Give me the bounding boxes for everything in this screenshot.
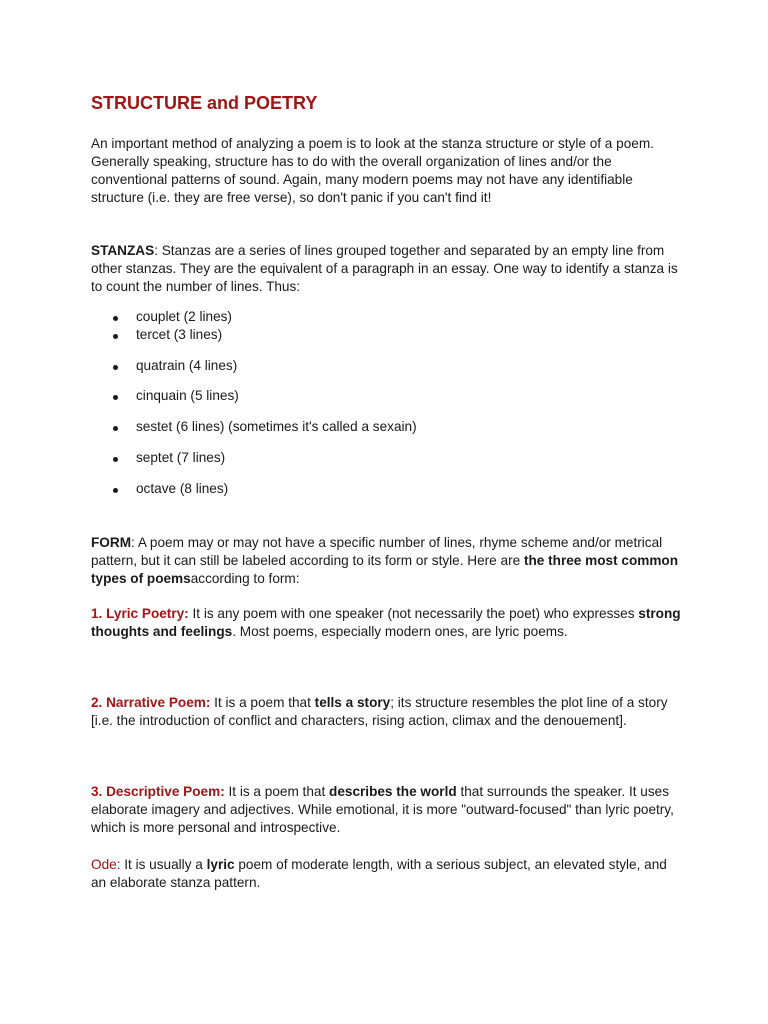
narrative-label: 2. Narrative Poem: bbox=[91, 695, 211, 710]
ode-label: Ode: bbox=[91, 857, 121, 872]
form-paragraph: FORM: A poem may or may not have a specific number of lines, rhyme scheme and/or metrical pattern, but it can still be labeled according to its form or style. Here are the three most common types of poemsaccording to form: bbox=[91, 535, 679, 586]
bullet-icon bbox=[113, 365, 118, 370]
page-title: STRUCTURE and POETRY bbox=[91, 93, 318, 113]
lyric-paragraph: 1. Lyric Poetry: It is any poem with one speaker (not necessarily the poet) who expresses strong thoughts and feelings. Most poems, especially modern ones, are lyric poems. bbox=[91, 606, 681, 639]
intro-paragraph: An important method of analyzing a poem is to look at the stanza structure or style of a poem. Generally speaking, structure has to do with the overall organization of lines and/or the conventional patterns of sound. Again, many modern poems may not have any identifiable structure (i.e. they are free verse), so don't panic if you can't find it! bbox=[91, 136, 654, 205]
form-emphasis: the three most common types of poems bbox=[91, 553, 679, 586]
document-page: STRUCTURE and POETRY An important method of analyzing a poem is to look at the stanza structure or style of a poem. Generally speaking, structure has to do with the overall organization of lines and/or the conventional patterns of sound. Again, many modern poems may not have any identifiable structure (i.e. they are free verse), so don't panic if you can't find it! STANZAS: Stanzas are a series of lines grouped together and separated by an empty line from other stanzas. They are the equivalent of a paragraph in an essay. One way to identify a stanza is to count the number of lines. Thus: couplet (2 lines) tercet (3 lines) quatrain (4 lines) cinquain (5 lines) sestet (6 lines) (sometimes it's called a sexain) septet (7 lines) octave (8 lines) FORM: A poem may or may not have a specific number of lines, rhyme scheme and/or metrical pattern, but it can still be labeled according to its form or style. Here are the three most common types of poemsaccording to form: 1. Lyric Poetry: It is any poem with one speaker (not necessarily the poet) who expresses strong thoughts and feelings. Most poems, especially modern ones, are lyric poems. 2. Narrative Poem: It is a poem that tells a story; its structure resembles the plot line of a story [i.e. the introduction of conflict and characters, rising action, climax and the denouement]. 3. Descriptive Poem: It is a poem that describes the world that surrounds the speaker. It uses elaborate imagery and adjectives. While emotional, it is more "outward-focused" than lyric poetry, which is more personal and introspective. Ode: It is usually a lyric poem of moderate length, with a serious subject, an elevated style, and an elaborate stanza pattern. bbox=[91, 93, 681, 890]
narrative-emphasis: tells a story bbox=[314, 695, 391, 710]
bullet-icon bbox=[113, 488, 118, 493]
narrative-paragraph: 2. Narrative Poem: It is a poem that tells a story; its structure resembles the plot line of a story [i.e. the introduction of conflict and characters, rising action, climax and the denouement]. bbox=[91, 695, 668, 728]
stanzas-text: : Stanzas are a series of lines grouped together and separated by an empty line from other stanzas. They are the equivalent of a paragraph in an essay. One way to identify a stanza is to count the number of lines. Thus: bbox=[91, 243, 678, 294]
bullet-icon bbox=[113, 334, 118, 339]
descriptive-paragraph: 3. Descriptive Poem: It is a poem that describes the world that surrounds the speaker. It uses elaborate imagery and adjectives. While emotional, it is more "outward-focused" than lyric poetry, which is more personal and introspective. bbox=[91, 784, 674, 835]
form-label: FORM bbox=[91, 535, 132, 550]
bullet-icon bbox=[113, 457, 118, 462]
lyric-label: 1. Lyric Poetry: bbox=[91, 606, 189, 621]
bullet-icon bbox=[113, 426, 118, 431]
bullet-icon bbox=[113, 395, 118, 400]
bullet-icon bbox=[113, 316, 118, 321]
stanzas-paragraph bbox=[91, 242, 681, 296]
stanzas-label: STANZAS bbox=[91, 243, 155, 258]
ode-paragraph: Ode: It is usually a lyric poem of moderate length, with a serious subject, an elevated style, and an elaborate stanza pattern. bbox=[91, 857, 667, 890]
lyric-emphasis: strong thoughts and feelings bbox=[91, 606, 681, 639]
descriptive-emphasis: describes the world bbox=[329, 784, 457, 799]
descriptive-label: 3. Descriptive Poem: bbox=[91, 784, 225, 799]
ode-emphasis: lyric bbox=[206, 857, 235, 872]
